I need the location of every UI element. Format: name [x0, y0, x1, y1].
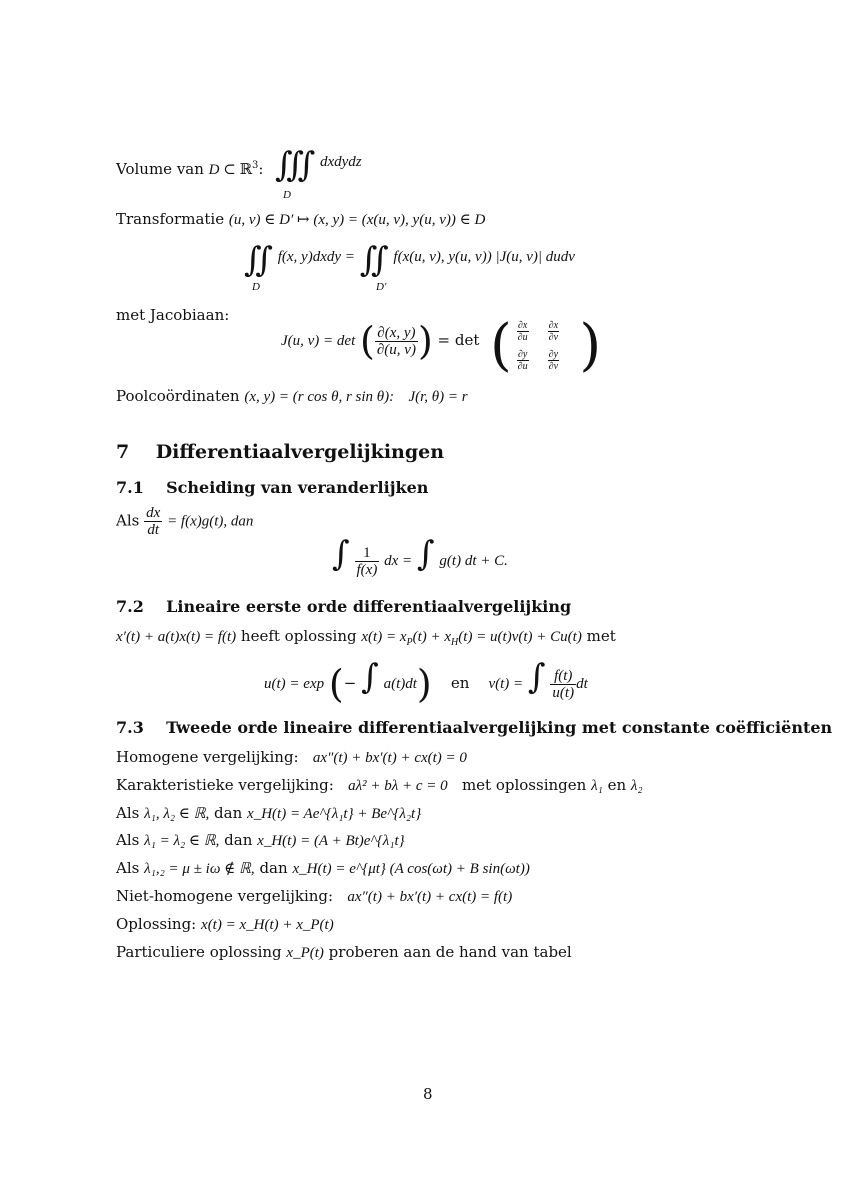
- case2-line: [116, 831, 405, 850]
- linear-eq: x′(t) + a(t)x(t) = f(t): [116, 629, 237, 645]
- a-dt: a(t)dt: [383, 676, 417, 692]
- dt-text: dt: [576, 676, 588, 692]
- m12-den: ∂v: [548, 332, 559, 343]
- double-integral-lhs: f(x, y)dxdy =: [277, 249, 355, 265]
- double-integral-rhs: f(x(u, v), y(u, v)) |J(u, v)| dudv: [393, 249, 575, 265]
- u-lhs: u(t) = exp: [264, 676, 325, 692]
- c1-dan: dan: [214, 804, 243, 822]
- fx-den: f(x): [356, 561, 378, 578]
- volume-line: Volume van D ⊂ ℝ$^3$:: [116, 160, 264, 178]
- section-71-heading: [116, 478, 428, 497]
- double-integral-sub-dprime: D′: [376, 281, 387, 293]
- opl-label: Oplossing:: [116, 915, 197, 933]
- section-72-heading: [116, 597, 571, 616]
- sub-p: P: [406, 637, 413, 648]
- sol-part2: (t) + x: [412, 629, 452, 645]
- section-73-heading: [116, 718, 832, 737]
- sep-line: [116, 505, 253, 538]
- section-72-number: 7.2: [116, 597, 144, 616]
- sep-rhs: = f(x)g(t), dan: [167, 513, 254, 530]
- section-7-heading: [116, 441, 444, 463]
- kar-eq: aλ² + bλ + c = 0: [348, 778, 448, 794]
- c1-cond: λ₁, λ₂ ∈ ℝ,: [144, 806, 210, 822]
- volume-label: Volume van: [116, 160, 204, 178]
- kar-en: en: [607, 776, 627, 794]
- c2-als: Als: [116, 831, 140, 849]
- jacobian-label: met Jacobiaan:: [116, 306, 230, 324]
- jacobian-eq: J(u, v) = det ( $\frac{\partial(x, y)}{\partial(u, v)}$ ) = det: [281, 319, 480, 363]
- section-71-title: Scheiding van veranderlijken: [166, 478, 429, 497]
- particular-line: [116, 943, 572, 962]
- m11-den: ∂u: [517, 332, 528, 343]
- section-72-title: Lineaire eerste orde differentiaalvergelijking: [166, 597, 572, 616]
- ft-num: f(t): [550, 668, 576, 685]
- section-7-number: 7: [116, 441, 130, 463]
- sep-integral: ∫ $\frac{1}{f(x)}$ dx = ∫ g(t) dt + C.: [332, 534, 508, 578]
- one-num: 1: [355, 545, 380, 562]
- hom-eq: ax″(t) + bx′(t) + cx(t) = 0: [312, 750, 467, 766]
- nonhomogeneous-line: [116, 887, 512, 906]
- jacobian-den: ∂(u, v): [376, 341, 416, 358]
- jacobian-lhs: J(u, v) = det: [281, 333, 356, 349]
- polar-label: Poolcoördinaten: [116, 387, 240, 405]
- minus-sign: −: [343, 674, 357, 692]
- double-integral-sub-d: D: [252, 281, 260, 293]
- heeft-text: heeft oplossing: [240, 627, 357, 645]
- m21-den: ∂u: [517, 361, 528, 372]
- case3-line: [116, 859, 530, 878]
- polar-expr: (x, y) = (r cos θ, r sin θ):: [244, 389, 395, 405]
- c3-cond: λ₁,₂ = μ ± iω ∉ ℝ,: [144, 861, 255, 877]
- polar-line: [116, 387, 468, 406]
- ut-den: u(t): [552, 684, 575, 701]
- volume-integrand: dxdydz: [319, 154, 362, 170]
- section-7-title: Differentiaalvergelijkingen: [155, 441, 445, 463]
- triple-integral: ∭ dxdydz: [275, 145, 362, 185]
- section-73-number: 7.3: [116, 718, 144, 737]
- part-b: proberen aan de hand van tabel: [328, 943, 572, 961]
- met-text: met: [586, 627, 616, 645]
- dxdt-den: dt: [147, 522, 160, 538]
- hom-label: Homogene vergelijking:: [116, 748, 299, 766]
- m22-num: ∂y: [548, 349, 559, 360]
- opl-eq: x(t) = x_H(t) + x_P(t): [201, 917, 334, 933]
- sep-end: g(t) dt + C.: [439, 553, 508, 569]
- linear-line: [116, 627, 616, 648]
- c2-sol: x_H(t) = (A + Bt)e^{λ₁t}: [257, 833, 405, 849]
- section-73-title: Tweede orde lineaire differentiaalvergelijking met constante coëfficiënten: [166, 718, 833, 737]
- m12-num: ∂x: [548, 320, 559, 331]
- als-text: Als: [116, 511, 140, 530]
- double-integral-eq: ∬ f(x, y)dxdy = ∬ f(x(u, v), y(u, v)) |J(u, v)| dudv: [244, 240, 575, 280]
- nh-eq: ax″(t) + bx′(t) + cx(t) = f(t): [347, 889, 513, 905]
- sol-part1: x(t) = x: [361, 629, 407, 645]
- polar-jac: J(r, θ) = r: [408, 389, 468, 405]
- sol-part3: (t) = u(t)v(t) + Cu(t): [458, 629, 582, 645]
- lambda2: λ₂: [630, 778, 643, 794]
- part-a: Particuliere oplossing: [116, 943, 282, 961]
- jacobian-eq-det: = det: [437, 331, 480, 349]
- c2-cond: λ₁ = λ₂ ∈ ℝ,: [144, 833, 220, 849]
- transformation-label: Transformatie: [116, 210, 225, 228]
- m22-den: ∂v: [548, 361, 559, 372]
- m21-num: ∂y: [517, 349, 528, 360]
- transformation-line: [116, 210, 485, 229]
- part-x: x_P(t): [286, 945, 324, 961]
- uv-formulas: u(t) = exp (− ∫ a(t)dt) en v(t) = ∫ $\frac{f(t)}{u(t)}$ dt: [264, 657, 588, 706]
- en-text: en: [450, 674, 470, 692]
- dxdt-num: dx: [146, 505, 161, 521]
- characteristic-line: [116, 776, 643, 795]
- c2-dan: dan: [224, 831, 253, 849]
- jacobian-matrix: ( $\frac{\partial x}{\partial u}$ $\frac{\partial x}{\partial v}$ $\frac{\partial y}{\partial u}$ $\frac{\partial y}{\partial v}$ ): [490, 313, 602, 378]
- kar-met: met oplossingen: [461, 776, 587, 794]
- v-lhs: v(t) =: [488, 676, 524, 692]
- c1-als: Als: [116, 804, 140, 822]
- m11-num: ∂x: [517, 320, 528, 331]
- section-71-number: 7.1: [116, 478, 144, 497]
- homogeneous-line: [116, 748, 467, 767]
- nh-label: Niet-homogene vergelijking:: [116, 887, 334, 905]
- c3-sol: x_H(t) = e^{μt} (A cos(ωt) + B sin(ωt)): [292, 861, 530, 877]
- jacobian-num: ∂(x, y): [375, 325, 418, 342]
- volume-domain: D: [283, 189, 291, 201]
- sep-mid: dx =: [384, 553, 413, 569]
- sub-h: H: [451, 637, 459, 648]
- c1-sol: x_H(t) = Ae^{λ₁t} + Be^{λ₂t}: [247, 806, 422, 822]
- kar-label: Karakteristieke vergelijking:: [116, 776, 334, 794]
- solution-line: [116, 915, 334, 934]
- lambda1: λ₁: [591, 778, 603, 794]
- c3-als: Als: [116, 859, 140, 877]
- transformation-expr: (u, v) ∈ D′ ↦ (x, y) = (x(u, v), y(u, v)) ∈ D: [228, 212, 486, 228]
- page-number: 8: [423, 1085, 433, 1103]
- case1-line: [116, 804, 421, 823]
- c3-dan: dan: [259, 859, 288, 877]
